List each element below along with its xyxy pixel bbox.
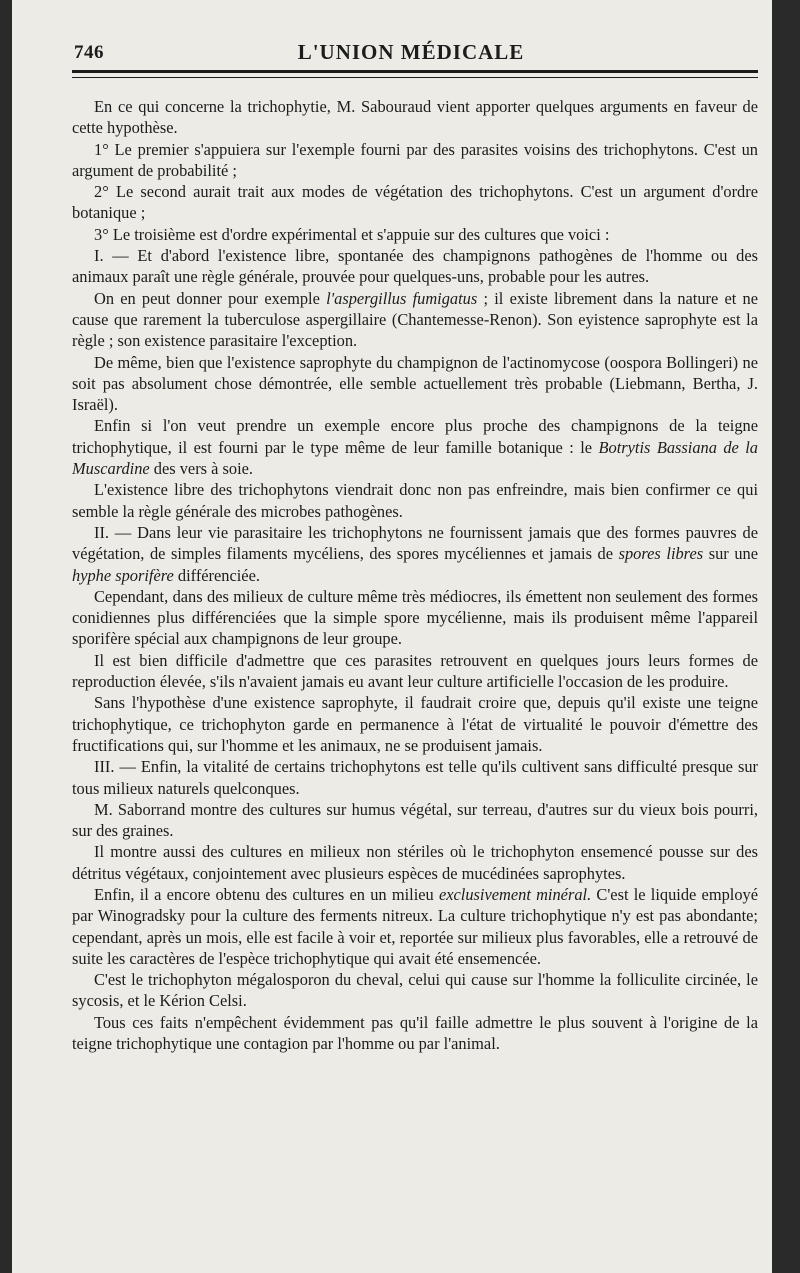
text-run: des vers à soie.: [149, 459, 254, 479]
text-run: 3° Le troisième est d'ordre expérimental et s'appuie sur des cultures que voici :: [94, 224, 610, 244]
paragraph: [72, 586, 758, 650]
paragraph: [72, 224, 758, 245]
text-run: II. — Dans leur vie parasitaire les trichophytons ne fournissent jamais que des formes pauvres de végétation, de simples filaments mycéliens, des spores mycéliennes et jamais de: [72, 522, 758, 564]
text-run: Cependant, dans des milieux de culture même très médiocres, ils émettent non seulement des formes conidiennes plus différenciées que la simple spore mycélienne, mais ils produisent même l'appareil sporifère spécial aux champignons de leur groupe.: [72, 586, 758, 649]
italic-text: hyphe sporifère: [72, 565, 174, 585]
paragraph: [72, 288, 758, 352]
text-run: M. Saborrand montre des cultures sur humus végétal, sur terreau, d'autres sur du vieux bois pourri, sur des graines.: [72, 799, 758, 841]
text-run: On en peut donner pour exemple: [94, 288, 327, 308]
paragraph: [72, 1012, 758, 1055]
text-run: sur une: [703, 544, 758, 564]
italic-text: l'aspergillus fumigatus: [326, 288, 478, 308]
page-number: 746: [74, 42, 104, 63]
text-run: 2° Le second aurait trait aux modes de végétation des trichophytons. C'est un argument d'ordre botanique ;: [72, 182, 758, 223]
paragraph: [72, 522, 758, 586]
running-title: L'UNION MÉDICALE: [297, 40, 525, 64]
italic-text: spores libres: [618, 544, 704, 564]
text-run: Enfin, il a encore obtenu des cultures en un milieu: [94, 884, 439, 904]
text-run: C'est le trichophyton mégalosporon du cheval, celui qui cause sur l'homme la folliculite circinée, le sycosis, et le Kérion Celsi.: [72, 970, 758, 1011]
text-run: De même, bien que l'existence saprophyte du champignon de l'actinomycose (oospora Bollingeri) ne soit pas absolument chose démontrée, elle semble actuellement très probable (Liebmann, Bertha, J. Israël).: [72, 352, 758, 415]
text-run: Tous ces faits n'empêchent évidemment pas qu'il faille admettre le plus souvent à l'origine de la teigne trichophytique une contagion par l'homme ou par l'animal.: [72, 1012, 758, 1054]
text-run: I. — Et d'abord l'existence libre, spontanée des champignons pathogènes de l'homme ou des animaux paraît une règle générale, prouvée pour quelques-uns, probable pour les autres.: [72, 246, 758, 287]
paragraph: [72, 352, 758, 416]
text-run: En ce qui concerne la trichophytie, M. Sabouraud vient apporter quelques arguments en faveur de cette hypothèse.: [72, 97, 758, 138]
text-run: Sans l'hypothèse d'une existence saprophyte, il faudrait croire que, depuis qu'il existe une teigne trichophytique, ce trichophyton garde en permanence à l'état de virtualité le pouvoir d'émettre des fructifications qui, sur l'homme et les animaux, ne se produisent jamais.: [72, 693, 758, 755]
italic-text: exclusivement minéral.: [438, 884, 592, 904]
text-run: Enfin si l'on veut prendre un exemple encore plus proche des champignons de la teigne trichophytique, il est fourni par le type même de leur famille botanique : le: [72, 416, 758, 457]
header-rule: [72, 70, 758, 78]
text-run: III. — Enfin, la vitalité de certains trichophytons est telle qu'ils cultivent sans difficulté presque sur tous milieux naturels quelconques.: [72, 757, 758, 798]
text-run: ; il existe librement dans la nature et ne cause que rarement la tuberculose aspergillaire (Chantemesse-Renon). Son eyistence saprophyte est la règle ; son existence parasitaire l'exception.: [72, 288, 758, 351]
paragraph: [72, 841, 758, 884]
article-body: [64, 96, 758, 1054]
text-run: Il montre aussi des cultures en milieux non stériles où le trichophyton ensemencé pousse sur des détritus végétaux, conjointement avec plusieurs espèces de mucédinées saprophytes.: [72, 842, 758, 883]
paragraph: [72, 884, 758, 969]
text-run: différenciée.: [173, 565, 260, 585]
paragraph: [72, 415, 758, 479]
paragraph: [72, 479, 758, 522]
paragraph: [72, 96, 758, 139]
text-run: C'est le liquide employé par Winogradsky pour la culture des ferments nitreux. La culture trichophytique n'y est pas abondante; cependant, après un mois, elle est facile à voir et, reportée sur milieux plus favorables, elle a retrouvé de suite les caractères de l'espèce trichophytique qui avait été ensemencée.: [72, 884, 758, 968]
paragraph: [72, 650, 758, 693]
text-run: L'existence libre des trichophytons viendrait donc non pas enfreindre, mais bien confirmer ce qui semble la règle générale des microbes pathogènes.: [72, 480, 758, 521]
text-run: 1° Le premier s'appuiera sur l'exemple fourni par des parasites voisins des trichophytons. C'est un argument de probabilité ;: [72, 139, 758, 180]
italic-text: Botrytis Bassiana de la Muscardine: [72, 437, 758, 479]
paragraph: [72, 756, 758, 799]
paragraph: [72, 245, 758, 288]
paragraph: [72, 799, 758, 842]
page-header: [64, 34, 758, 66]
journal-page: [12, 0, 772, 1273]
paragraph: [72, 692, 758, 756]
paragraph: [72, 139, 758, 182]
text-run: Il est bien difficile d'admettre que ces parasites retrouvent en quelques jours leurs formes de reproduction élevée, s'ils n'avaient jamais eu avant leur culture artificielle l'occasion de les produire.: [72, 650, 758, 692]
paragraph: [72, 969, 758, 1012]
paragraph: [72, 181, 758, 224]
